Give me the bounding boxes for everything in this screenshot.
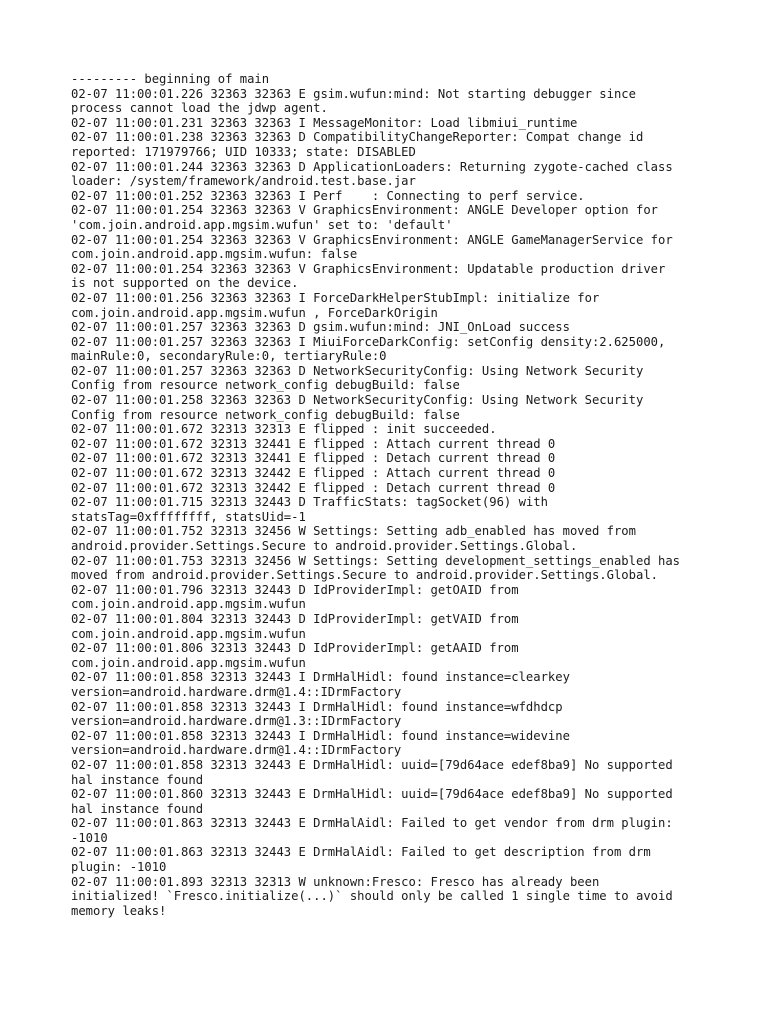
log-line: 02-07 11:00:01.858 32313 32443 E DrmHalHidl: uuid=[79d64ace edef8ba9] No supported (71, 757, 673, 772)
log-line: reported: 171979766; UID 10333; state: DISABLED (71, 144, 416, 159)
log-line: statsTag=0xffffffff, statsUid=-1 (71, 509, 306, 524)
log-line: process cannot load the jdwp agent. (71, 101, 328, 116)
log-line: version=android.hardware.drm@1.4::IDrmFactory (71, 684, 402, 699)
log-line: 02-07 11:00:01.672 32313 32441 E flipped : Attach current thread 0 (71, 436, 556, 451)
log-line: 02-07 11:00:01.715 32313 32443 D TrafficStats: tagSocket(96) with (71, 495, 548, 510)
log-line: is not supported on the device. (71, 276, 299, 291)
log-line: 02-07 11:00:01.858 32313 32443 I DrmHalHidl: found instance=clearkey (71, 670, 570, 685)
log-line: memory leaks! (71, 903, 167, 918)
log-line: loader: /system/framework/android.test.base.jar (71, 174, 416, 189)
log-line: 02-07 11:00:01.752 32313 32456 W Settings: Setting adb_enabled has moved from (71, 524, 636, 539)
log-line: 02-07 11:00:01.258 32363 32363 D NetworkSecurityConfig: Using Network Security (71, 393, 644, 408)
log-line: com.join.android.app.mgsim.wufun (71, 597, 306, 612)
log-line: 02-07 11:00:01.893 32313 32313 W unknown:Fresco: Fresco has already been (71, 874, 600, 889)
log-line: Config from resource network_config debugBuild: false (71, 378, 460, 393)
log-line: 02-07 11:00:01.672 32313 32313 E flipped : init succeeded. (71, 422, 497, 437)
log-line: 02-07 11:00:01.257 32363 32363 D gsim.wufun:mind: JNI_OnLoad success (71, 320, 570, 335)
log-line: hal instance found (71, 801, 204, 816)
log-line: plugin: -1010 (71, 860, 167, 875)
log-line: -1010 (71, 830, 108, 845)
log-line: 02-07 11:00:01.753 32313 32456 W Settings: Setting development_settings_enabled has (71, 553, 681, 568)
log-line: 02-07 11:00:01.244 32363 32363 D ApplicationLoaders: Returning zygote-cached class (71, 159, 673, 174)
log-line: com.join.android.app.mgsim.wufun , ForceDarkOrigin (71, 305, 438, 320)
log-document (71, 72, 711, 918)
log-line: 02-07 11:00:01.672 32313 32442 E flipped : Detach current thread 0 (71, 480, 556, 495)
log-line: mainRule:0, secondaryRule:0, tertiaryRule:0 (71, 349, 387, 364)
log-line: 02-07 11:00:01.238 32363 32363 D CompatibilityChangeReporter: Compat change id (71, 130, 644, 145)
log-line: moved from android.provider.Settings.Secure to android.provider.Settings.Global. (71, 568, 658, 583)
log-line: 02-07 11:00:01.806 32313 32443 D IdProviderImpl: getAAID from (71, 641, 519, 656)
log-line: android.provider.Settings.Secure to android.provider.Settings.Global. (71, 539, 578, 553)
log-line: 02-07 11:00:01.257 32363 32363 D NetworkSecurityConfig: Using Network Security (71, 363, 644, 378)
log-line: 02-07 11:00:01.252 32363 32363 I Perf : Connecting to perf service. (71, 188, 585, 203)
log-line: hal instance found (71, 772, 204, 787)
log-line: 02-07 11:00:01.672 32313 32442 E flipped : Attach current thread 0 (71, 466, 556, 481)
log-line: com.join.android.app.mgsim.wufun (71, 626, 306, 641)
log-line: 02-07 11:00:01.796 32313 32443 D IdProviderImpl: getOAID from (71, 582, 519, 597)
log-line: 02-07 11:00:01.254 32363 32363 V GraphicsEnvironment: ANGLE Developer option for (71, 203, 658, 218)
log-line: version=android.hardware.drm@1.4::IDrmFactory (71, 743, 402, 758)
log-line: 02-07 11:00:01.672 32313 32441 E flipped : Detach current thread 0 (71, 451, 556, 466)
log-line: version=android.hardware.drm@1.3::IDrmFactory (71, 714, 402, 729)
log-line: com.join.android.app.mgsim.wufun (71, 655, 306, 670)
log-line: initialized! `Fresco.initialize(...)` should only be called 1 single time to avoid (71, 889, 673, 904)
log-line: 02-07 11:00:01.231 32363 32363 I MessageMonitor: Load libmiui_runtime (71, 115, 578, 130)
log-line: 02-07 11:00:01.858 32313 32443 I DrmHalHidl: found instance=wfdhdcp (71, 699, 563, 714)
log-line: com.join.android.app.mgsim.wufun: false (71, 247, 358, 262)
log-line: 02-07 11:00:01.254 32363 32363 V GraphicsEnvironment: ANGLE GameManagerService for (71, 232, 673, 247)
log-line: 02-07 11:00:01.863 32313 32443 E DrmHalAidl: Failed to get description from drm (71, 845, 651, 860)
log-line: 02-07 11:00:01.257 32363 32363 I MiuiForceDarkConfig: setConfig density:2.625000, (71, 334, 666, 349)
log-line: --------- beginning of main (71, 72, 270, 86)
log-line: 02-07 11:00:01.860 32313 32443 E DrmHalHidl: uuid=[79d64ace edef8ba9] No supported (71, 787, 673, 802)
log-line: Config from resource network_config debugBuild: false (71, 407, 460, 422)
log-line: 02-07 11:00:01.858 32313 32443 I DrmHalHidl: found instance=widevine (71, 728, 570, 743)
log-line: 02-07 11:00:01.254 32363 32363 V GraphicsEnvironment: Updatable production driver (71, 261, 666, 276)
log-line: 02-07 11:00:01.226 32363 32363 E gsim.wufun:mind: Not starting debugger since (71, 86, 636, 101)
log-line: 'com.join.android.app.mgsim.wufun' set to: 'default' (71, 217, 453, 232)
log-line: 02-07 11:00:01.256 32363 32363 I ForceDarkHelperStubImpl: initialize for (71, 290, 600, 305)
log-line: 02-07 11:00:01.863 32313 32443 E DrmHalAidl: Failed to get vendor from drm plugin: (71, 816, 673, 831)
log-line: 02-07 11:00:01.804 32313 32443 D IdProviderImpl: getVAID from (71, 611, 519, 626)
